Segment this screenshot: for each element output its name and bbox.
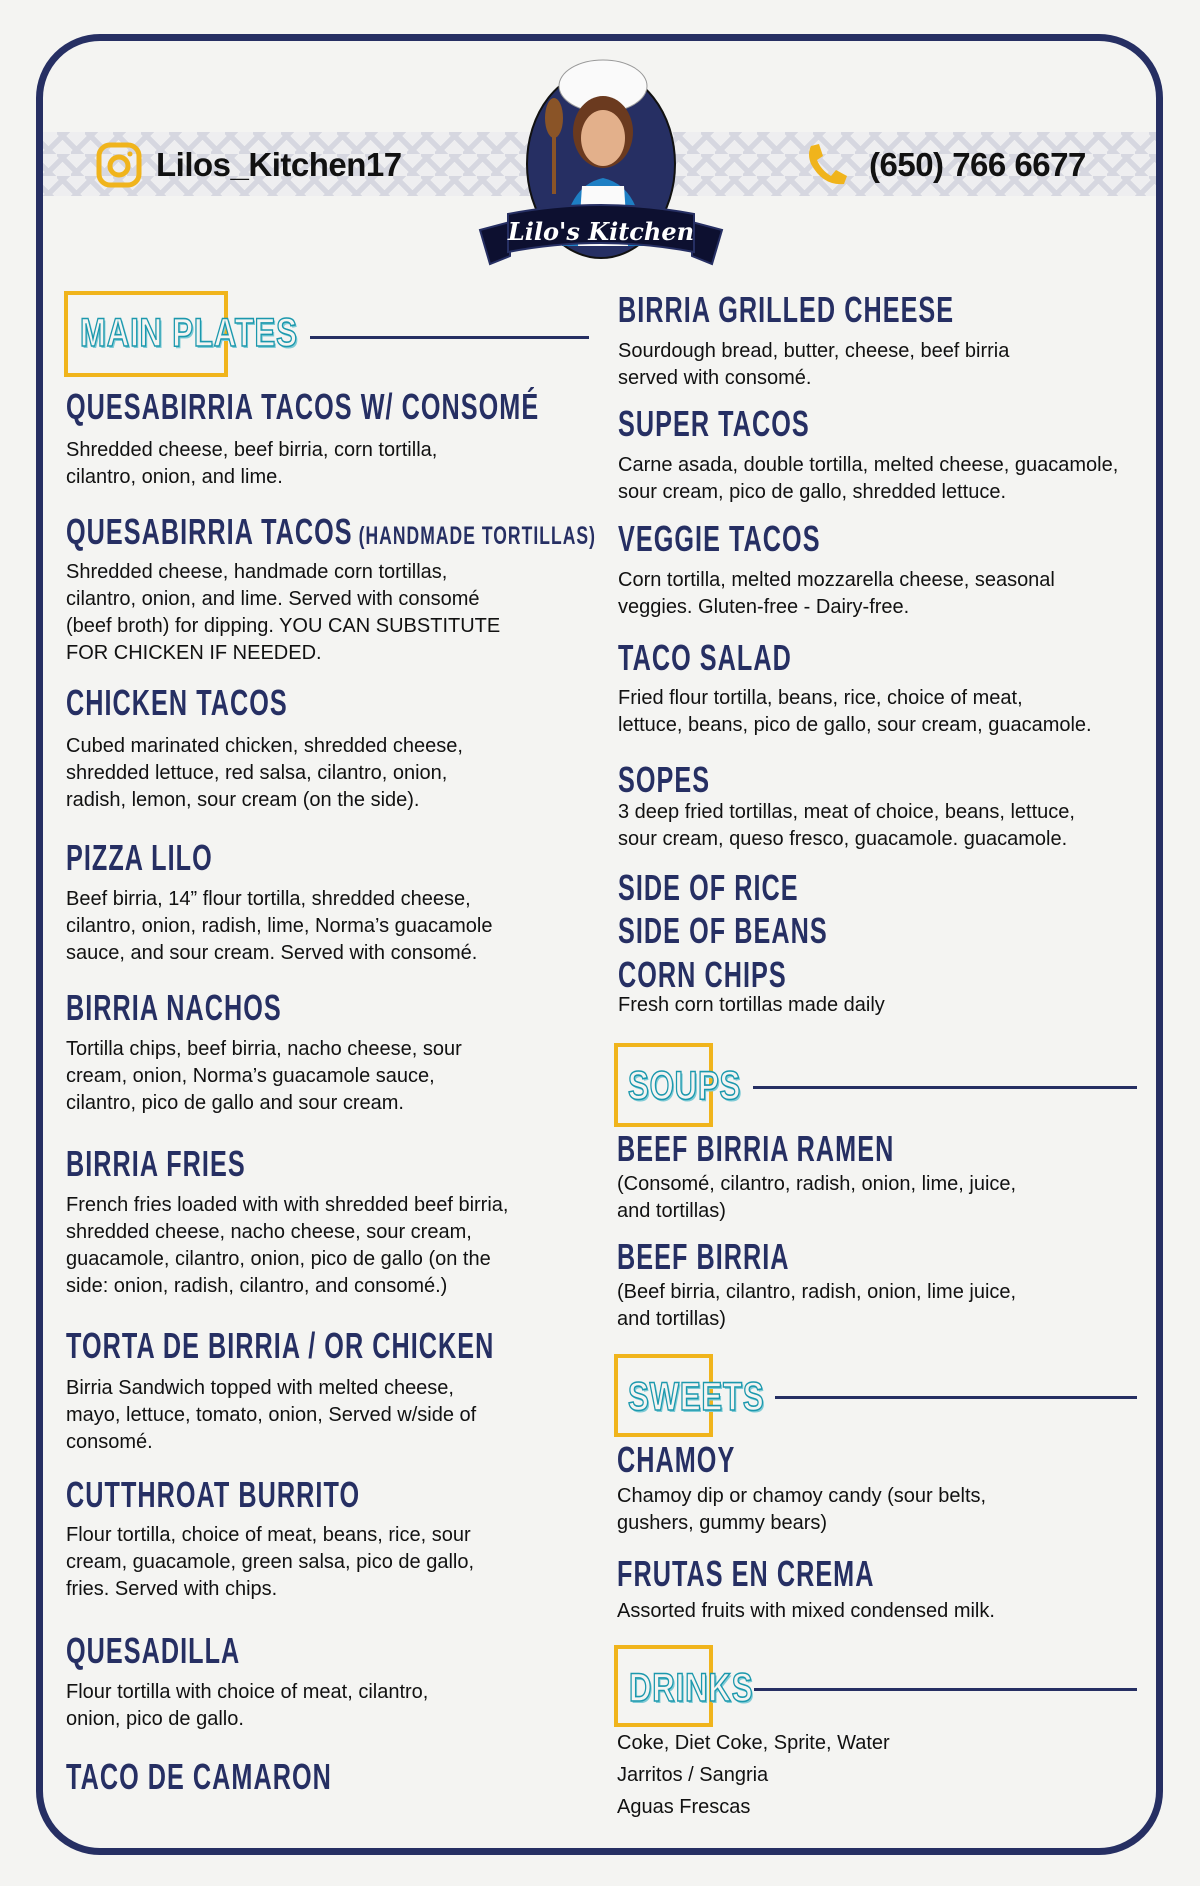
menu-item-title (66, 1474, 361, 1515)
section-title-soups: SOUPS (628, 1064, 742, 1108)
menu-item-description: Beef birria, 14” flour tortilla, shredded cheese, (66, 888, 471, 910)
menu-item-name: CUTTHROAT BURRITO (66, 1474, 361, 1515)
phone-contact[interactable] (803, 142, 1086, 188)
menu-item-title (618, 289, 955, 330)
phone-icon (803, 142, 849, 188)
menu-item-description: side: onion, radish, cilantro, and consomé.) (66, 1275, 448, 1297)
menu-item-name: SUPER TACOS (618, 403, 810, 444)
menu-item-description: FOR CHICKEN IF NEEDED. (66, 642, 322, 664)
menu-item-name: BEEF BIRRIA RAMEN (617, 1128, 895, 1169)
section-divider (753, 1086, 1137, 1089)
menu-item-title (618, 867, 799, 908)
menu-item-description: onion, pico de gallo. (66, 1708, 244, 1730)
menu-item-description: lettuce, beans, pico de gallo, sour cream, guacamole. (618, 714, 1092, 736)
menu-item-title (618, 759, 711, 800)
menu-item-description: fries. Served with chips. (66, 1578, 278, 1600)
menu-item-description: Flour tortilla with choice of meat, cilantro, (66, 1681, 429, 1703)
menu-item-name: QUESADILLA (66, 1630, 241, 1671)
menu-item-description: Birria Sandwich topped with melted cheese, (66, 1377, 454, 1399)
menu-item-title (66, 386, 540, 427)
menu-item-description: Flour tortilla, choice of meat, beans, rice, sour (66, 1524, 471, 1546)
menu-item-note: (HANDMADE TORTILLAS) (352, 522, 597, 550)
menu-item-title (66, 1143, 246, 1184)
menu-item-description: Sourdough bread, butter, cheese, beef birria (618, 340, 1010, 362)
menu-item-title (618, 403, 810, 444)
menu-item-description: mayo, lettuce, tomato, onion, Served w/side of (66, 1404, 477, 1426)
svg-text:Lilo's Kitchen: Lilo's Kitchen (507, 217, 695, 246)
menu-item-name: CHAMOY (617, 1439, 736, 1480)
menu-item-description: Assorted fruits with mixed condensed milk. (617, 1600, 995, 1622)
menu-item-description: radish, lemon, sour cream (on the side). (66, 789, 420, 811)
menu-item-description: 3 deep fried tortillas, meat of choice, beans, lettuce, (618, 801, 1075, 823)
section-divider (775, 1396, 1137, 1399)
menu-item-description: shredded cheese, nacho cheese, sour cream, (66, 1221, 472, 1243)
menu-item-description: (beef broth) for dipping. YOU CAN SUBSTITUTE (66, 615, 501, 637)
menu-item-description: Shredded cheese, beef birria, corn tortilla, (66, 439, 438, 461)
menu-item-title (617, 1553, 875, 1594)
drink-item: Coke, Diet Coke, Sprite, Water (617, 1732, 890, 1754)
drink-item: Aguas Frescas (617, 1796, 751, 1818)
section-title-sweets: SWEETS (628, 1375, 765, 1419)
menu-item-title (66, 837, 213, 878)
menu-item-name: BIRRIA FRIES (66, 1143, 246, 1184)
menu-item-title (66, 511, 597, 552)
menu-item-name: PIZZA LILO (66, 837, 213, 878)
section-title-main_plates: MAIN PLATES (80, 311, 298, 355)
menu-item-name: TACO DE CAMARON (66, 1756, 332, 1797)
menu-item-title (617, 1236, 790, 1277)
phone-number: (650) 766 6677 (869, 146, 1086, 183)
menu-item-title (66, 1756, 332, 1797)
instagram-contact[interactable] (96, 142, 402, 188)
menu-item-description: sour cream, queso fresco, guacamole. guacamole. (618, 828, 1068, 850)
menu-item-description: Tortilla chips, beef birria, nacho cheese, sour (66, 1038, 462, 1060)
menu-item-name: QUESABIRRIA TACOS (66, 511, 353, 552)
menu-item-name: TORTA DE BIRRIA / OR CHICKEN (66, 1325, 495, 1366)
section-divider (754, 1688, 1137, 1691)
menu-item-title (66, 1325, 495, 1366)
menu-item-description: (Consomé, cilantro, radish, onion, lime, juice, (617, 1173, 1017, 1195)
menu-item-description: gushers, gummy bears) (617, 1512, 828, 1534)
menu-item-name: SIDE OF RICE (618, 867, 799, 908)
menu-item-name: BIRRIA NACHOS (66, 987, 282, 1028)
menu-item-title (66, 1630, 241, 1671)
menu-item-name: VEGGIE TACOS (618, 518, 821, 559)
menu-item-description: served with consomé. (618, 367, 812, 389)
menu-item-name: SIDE OF BEANS (618, 910, 828, 951)
menu-item-description: cilantro, onion, and lime. Served with consomé (66, 588, 480, 610)
menu-item-description: Cubed marinated chicken, shredded cheese, (66, 735, 463, 757)
menu-item-description: Corn tortilla, melted mozzarella cheese, seasonal (618, 569, 1055, 591)
menu-item-title (66, 682, 288, 723)
menu-item-name: TACO SALAD (618, 637, 792, 678)
section-title-drinks: DRINKS (629, 1666, 754, 1710)
menu-item-description: sauce, and sour cream. Served with consomé. (66, 942, 478, 964)
menu-item-description: shredded lettuce, red salsa, cilantro, onion, (66, 762, 448, 784)
menu-item-description: Fresh corn tortillas made daily (618, 994, 885, 1016)
menu-item-description: cream, guacamole, green salsa, pico de gallo, (66, 1551, 475, 1573)
menu-item-title (617, 1439, 736, 1480)
menu-item-name: SOPES (618, 759, 711, 800)
menu-item-title (618, 637, 792, 678)
menu-item-description: French fries loaded with with shredded beef birria, (66, 1194, 509, 1216)
menu-item-description: Chamoy dip or chamoy candy (sour belts, (617, 1485, 987, 1507)
menu-item-description: guacamole, cilantro, onion, pico de gallo (on the (66, 1248, 491, 1270)
menu-item-description: cilantro, pico de gallo and sour cream. (66, 1092, 404, 1114)
drink-item: Jarritos / Sangria (617, 1764, 769, 1786)
menu-item-name: CORN CHIPS (618, 954, 787, 995)
menu-item-description: cilantro, onion, and lime. (66, 466, 283, 488)
menu-item-description: Carne asada, double tortilla, melted cheese, guacamole, (618, 454, 1119, 476)
menu-item-description: (Beef birria, cilantro, radish, onion, lime juice, (617, 1281, 1017, 1303)
section-divider (310, 336, 589, 339)
menu-item-description: and tortillas) (617, 1200, 726, 1222)
menu-item-description: sour cream, pico de gallo, shredded lettuce. (618, 481, 1006, 503)
lilos-kitchen-logo (470, 46, 732, 282)
menu-item-description: and tortillas) (617, 1308, 726, 1330)
menu-item-description: cream, onion, Norma’s guacamole sauce, (66, 1065, 435, 1087)
instagram-handle: Lilos_Kitchen17 (156, 146, 402, 183)
menu-item-title (618, 518, 821, 559)
menu-item-name: BIRRIA GRILLED CHEESE (618, 289, 955, 330)
menu-item-title (66, 987, 282, 1028)
menu-item-description: veggies. Gluten-free - Dairy-free. (618, 596, 910, 618)
menu-item-description: cilantro, onion, radish, lime, Norma’s guacamole (66, 915, 493, 937)
menu-item-description: consomé. (66, 1431, 153, 1453)
menu-item-description: Fried flour tortilla, beans, rice, choice of meat, (618, 687, 1023, 709)
menu-item-title (618, 954, 787, 995)
menu-item-description: Shredded cheese, handmade corn tortillas, (66, 561, 448, 583)
menu-item-title (617, 1128, 895, 1169)
menu-item-name: CHICKEN TACOS (66, 682, 288, 723)
instagram-icon (96, 142, 142, 188)
menu-item-name: BEEF BIRRIA (617, 1236, 790, 1277)
menu-item-name: FRUTAS EN CREMA (617, 1553, 875, 1594)
menu-item-title (618, 910, 828, 951)
menu-item-name: QUESABIRRIA TACOS W/ CONSOMÉ (66, 386, 540, 427)
